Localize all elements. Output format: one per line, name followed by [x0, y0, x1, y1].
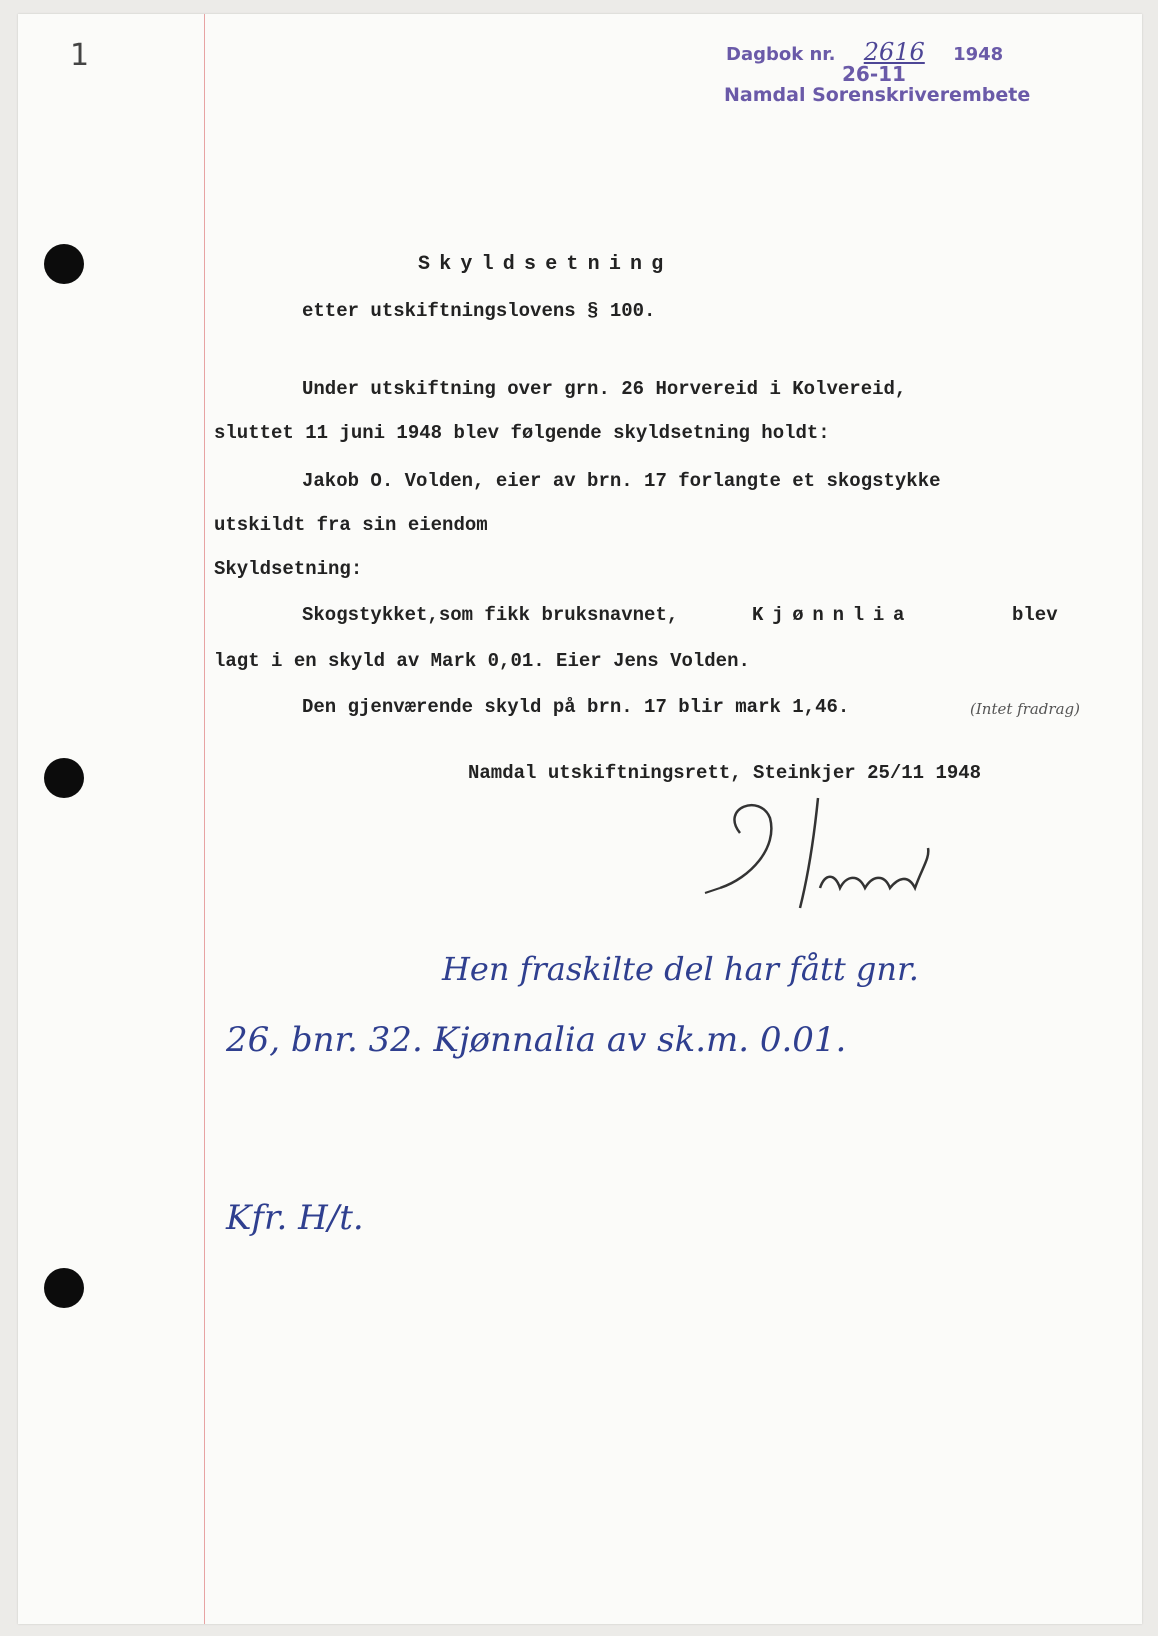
- punch-hole-top: [44, 244, 84, 284]
- paragraph-line-7: lagt i en skyld av Mark 0,01. Eier Jens Volden.: [214, 650, 750, 672]
- paragraph-line-3: Jakob O. Volden, eier av brn. 17 forlangte et skogstykke: [302, 470, 941, 492]
- paragraph-line-6-end: blev: [1012, 604, 1058, 626]
- handwritten-note-line-2: 26, bnr. 32. Kjønnalia av sk.m. 0.01.: [226, 1020, 847, 1060]
- section-heading: Skyldsetning:: [214, 558, 363, 580]
- paragraph-line-4: utskildt fra sin eiendom: [214, 514, 488, 536]
- farm-name-spaced: Kjønnlia: [752, 604, 914, 626]
- paragraph-line-1: Under utskiftning over grn. 26 Horvereid i Kolvereid,: [302, 378, 907, 400]
- punch-hole-bottom: [44, 1268, 84, 1308]
- stamp-number: 2616: [863, 38, 925, 66]
- stamp-year: 1948: [953, 44, 1004, 65]
- margin-note: (Intet fradrag): [970, 700, 1080, 718]
- punch-hole-middle: [44, 758, 84, 798]
- stamp-label: Dagbok nr.: [726, 44, 836, 65]
- handwritten-signature: [700, 788, 960, 938]
- stamp-office: Namdal Sorenskriverembete: [724, 84, 1031, 106]
- paragraph-line-8: Den gjenværende skyld på brn. 17 blir mark 1,46.: [302, 696, 850, 718]
- document-subtitle: etter utskiftningslovens § 100.: [302, 300, 656, 322]
- corner-mark: 1: [70, 38, 90, 73]
- handwritten-reference: Kfr. H/t.: [226, 1198, 364, 1238]
- signature-line: Namdal utskiftningsrett, Steinkjer 25/11 1948: [468, 762, 982, 784]
- margin-rule: [204, 14, 205, 1624]
- document-title: Skyldsetning: [418, 253, 673, 276]
- paragraph-line-6: Skogstykket,som fikk bruksnavnet,: [302, 604, 679, 626]
- stamp-date: 26-11: [842, 62, 906, 86]
- handwritten-note-line-1: Hen fraskilte del har fått gnr.: [442, 950, 919, 988]
- paragraph-line-2: sluttet 11 juni 1948 blev følgende skyldsetning holdt:: [214, 422, 830, 444]
